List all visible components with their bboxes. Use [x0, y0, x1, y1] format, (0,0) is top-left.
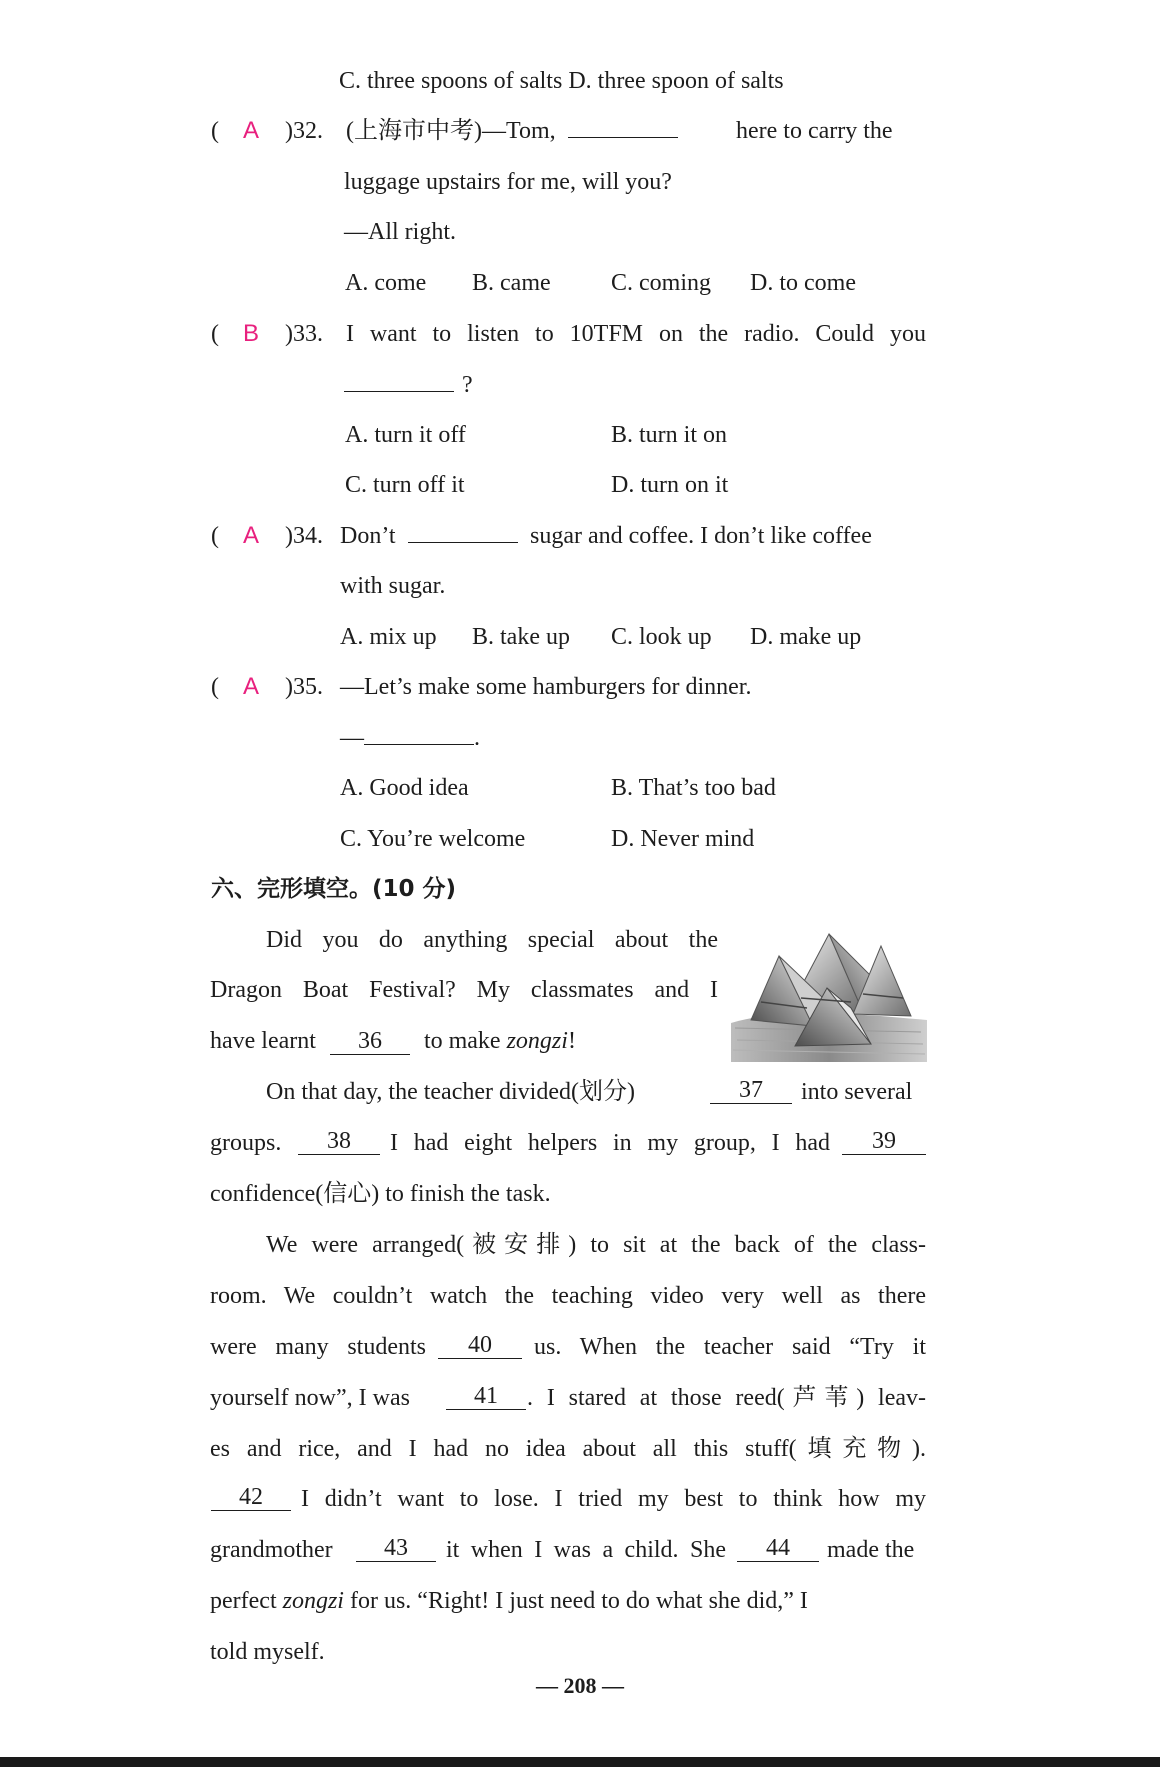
blank-44: 44 — [737, 1535, 819, 1562]
passage-p2-line2-a: groups. — [210, 1130, 282, 1156]
q34-answer: A — [243, 522, 260, 549]
blank-36: 36 — [330, 1028, 410, 1055]
blank-40: 40 — [438, 1332, 522, 1359]
q34-number: )34. — [285, 523, 323, 549]
q32-option-b: B. came — [472, 270, 551, 296]
q34-stem-a: Don’t — [340, 523, 396, 549]
q35-answer: A — [243, 673, 260, 700]
q33-stem-line2 — [344, 369, 473, 401]
q34-option-a: A. mix up — [340, 624, 437, 650]
q33-option-c: C. turn off it — [345, 472, 465, 498]
q32-stem-line1 — [346, 115, 684, 147]
q33-question-mark: ? — [462, 372, 473, 398]
blank-39: 39 — [842, 1128, 926, 1155]
q33-paren-left: ( — [211, 321, 219, 347]
q34-option-b: B. take up — [472, 624, 570, 650]
q35-stem-line2 — [340, 722, 480, 754]
q33-blank — [344, 369, 454, 392]
passage-p1-line3-b: to make — [423, 1028, 501, 1054]
q35-option-b: B. That’s too bad — [611, 775, 776, 801]
passage-p3-line8-zongzi: zongzi — [282, 1588, 344, 1614]
q32-number: )32. — [285, 118, 323, 144]
blank-42: 42 — [211, 1484, 291, 1511]
passage-p2-line3: confidence(信心) to finish the task. — [210, 1181, 551, 1207]
blank-43: 43 — [356, 1535, 436, 1562]
blank-38: 38 — [298, 1128, 380, 1155]
q32-blank — [568, 115, 678, 138]
q35-period: . — [474, 725, 480, 751]
section-heading: 六、完形填空。(10 分) — [211, 876, 457, 902]
passage-p1-line3-a: have learnt — [210, 1028, 316, 1054]
q32-response: —All right. — [344, 219, 456, 245]
q32-stem-line2: luggage upstairs for me, will you? — [344, 169, 672, 195]
q32-stem-a: (上海市中考)—Tom, — [346, 118, 556, 144]
q32-stem-b: here to carry the — [736, 118, 893, 144]
passage-p3-line2: room. We couldn’t watch the teaching video very well as there — [210, 1283, 926, 1309]
passage-p3-line1: We were arranged(被安排) to sit at the back of the class- — [266, 1232, 926, 1258]
passage-p1-line1: Did you do anything special about the — [266, 927, 718, 953]
q35-number: )35. — [285, 674, 323, 700]
zongzi-photo — [731, 928, 927, 1062]
q33-option-d: D. turn on it — [611, 472, 729, 498]
q31-options-cd: C. three spoons of salts D. three spoon of salts — [339, 68, 784, 94]
passage-p3-line4-a: yourself now”, I was — [210, 1385, 410, 1411]
q35-paren-left: ( — [211, 674, 219, 700]
passage-p3-line9: told myself. — [210, 1639, 325, 1665]
q34-stem-line1 — [340, 520, 524, 552]
q35-option-a: A. Good idea — [340, 775, 469, 801]
q33-option-a: A. turn it off — [345, 422, 466, 448]
q35-option-d: D. Never mind — [611, 826, 755, 852]
q34-option-c: C. look up — [611, 624, 712, 650]
bottom-border — [0, 1757, 1160, 1767]
passage-p3-line8 — [210, 1585, 808, 1617]
page-number: — 208 — — [536, 1673, 624, 1698]
q33-answer: B — [243, 320, 260, 347]
q34-blank — [408, 520, 518, 543]
q35-blank — [364, 722, 474, 745]
q34-paren-left: ( — [211, 523, 219, 549]
passage-p3-line4-b: . I stared at those reed(芦苇) leav- — [527, 1385, 926, 1411]
passage-p1-line2: Dragon Boat Festival? My classmates and I — [210, 977, 718, 1003]
passage-p1-line3-zongzi: zongzi — [506, 1028, 568, 1054]
q34-stem-line2: with sugar. — [340, 573, 446, 599]
passage-p2-line1-b: into several — [801, 1079, 913, 1105]
q33-stem-line1: I want to listen to 10TFM on the radio. Could you — [346, 321, 926, 347]
q35-dash: — — [340, 725, 364, 751]
q32-paren-left: ( — [211, 118, 219, 144]
passage-p3-line5: es and rice, and I had no idea about all this stuff(填充物). — [210, 1436, 926, 1462]
passage-p3-line7-c: made the — [827, 1537, 915, 1563]
q32-option-a: A. come — [345, 270, 427, 296]
q34-option-d: D. make up — [750, 624, 862, 650]
q35-stem-line1: —Let’s make some hamburgers for dinner. — [340, 674, 752, 700]
q33-option-b: B. turn it on — [611, 422, 728, 448]
q32-answer: A — [243, 117, 260, 144]
q33-number: )33. — [285, 321, 323, 347]
passage-p3-line3-a: were many students — [210, 1334, 426, 1360]
passage-p1-line3-exclaim: ! — [567, 1028, 576, 1054]
q35-option-c: C. You’re welcome — [340, 826, 526, 852]
q34-stem-b: sugar and coffee. I don’t like coffee — [530, 523, 872, 549]
passage-p3-line8-c: for us. “Right! I just need to do what she did,” I — [349, 1588, 808, 1614]
passage-p3-line7-a: grandmother — [210, 1537, 333, 1563]
blank-37: 37 — [710, 1077, 792, 1104]
q32-option-c: C. coming — [611, 270, 711, 296]
passage-p3-line3-b: us. When the teacher said “Try it — [534, 1334, 926, 1360]
passage-p3-line7-b: it when I was a child. She — [446, 1537, 726, 1563]
passage-p2-line1-a: On that day, the teacher divided(划分) — [266, 1079, 635, 1105]
passage-p3-line8-a: perfect — [210, 1588, 277, 1614]
passage-p2-line2-b: I had eight helpers in my group, I had — [390, 1130, 830, 1156]
blank-41: 41 — [446, 1383, 526, 1410]
passage-p3-line6: I didn’t want to lose. I tried my best to think how my — [301, 1486, 926, 1512]
q32-option-d: D. to come — [750, 270, 856, 296]
passage-p1-line3 — [210, 1025, 576, 1057]
